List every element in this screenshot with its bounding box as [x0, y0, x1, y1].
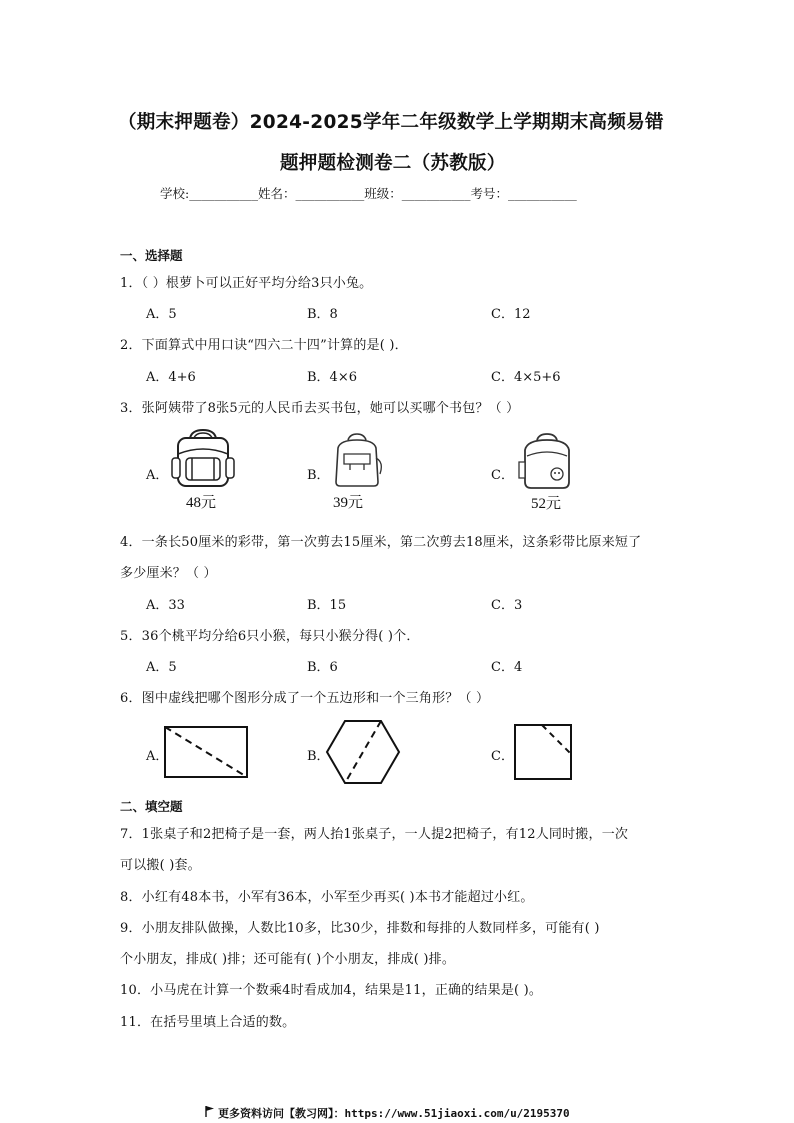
question-4-line1: 4．一条长50厘米的彩带，第一次剪去15厘米，第二次剪去18厘米，这条彩带比原来短了 — [120, 535, 642, 550]
question-8: 8．小红有48本书，小军有36本，小军至少再买( )本书才能超过小红。 — [120, 890, 534, 905]
question-6: 6．图中虚线把哪个图形分成了一个五边形和一个三角形？（ ） — [120, 691, 490, 706]
q2-option-c: C．4×5+6 — [491, 370, 561, 385]
page-title-line2: 题押题检测卷二（苏教版） — [280, 153, 506, 174]
q3-option-b: B． — [307, 468, 330, 483]
backpack-b-icon — [330, 432, 384, 488]
q4-option-a: A．33 — [146, 598, 185, 613]
q5-option-b: B．6 — [307, 660, 338, 675]
backpack-a-icon — [168, 428, 238, 488]
question-11: 11．在括号里填上合适的数。 — [120, 1015, 296, 1030]
page-title-line1: （期末押题卷）2024-2025学年二年级数学上学期期末高频易错 — [118, 112, 664, 133]
q3-option-c: C． — [491, 468, 514, 483]
q5-option-a: A．5 — [146, 660, 177, 675]
q6-option-c: C． — [491, 749, 514, 764]
question-4-line2: 多少厘米？（ ） — [120, 566, 217, 581]
q2-option-b: B．4×6 — [307, 370, 357, 385]
q1-option-a: A．5 — [146, 307, 177, 322]
question-2: 2．下面算式中用口诀“四六二十四”计算的是( )． — [120, 338, 408, 353]
q5-option-c: C．4 — [491, 660, 523, 675]
question-3: 3．张阿姨带了8张5元的人民币去买书包，她可以买哪个书包？（ ） — [120, 401, 520, 416]
q1-option-c: C．12 — [491, 307, 531, 322]
q6-option-b: B． — [307, 749, 330, 764]
q4-option-b: B．15 — [307, 598, 347, 613]
rectangle-dashed-diagonal-shape — [164, 726, 248, 778]
question-5: 5．36个桃平均分给6只小猴，每只小猴分得( )个． — [120, 629, 420, 644]
hexagon-dashed-line-shape — [326, 720, 400, 784]
backpack-c-icon — [517, 432, 577, 490]
question-7-line2: 可以搬( )套。 — [120, 858, 201, 873]
question-7-line1: 7．1张桌子和2把椅子是一套，两人抬1张桌子，一人提2把椅子，有12人同时搬，一次 — [120, 827, 629, 842]
section-heading-choice: 一、选择题 — [120, 248, 183, 263]
section-heading-fill: 二、填空题 — [120, 799, 183, 814]
q1-option-b: B．8 — [307, 307, 338, 322]
price-label-a: 48元 — [186, 495, 217, 511]
question-1: 1．（ ）根萝卜可以正好平均分给3只小兔。 — [120, 276, 373, 291]
student-info-line: 学校:___________姓名：___________班级：___________考号：___________ — [160, 186, 577, 201]
q4-option-c: C．3 — [491, 598, 523, 613]
footer-link[interactable]: 更多资料访问【教习网】：https://www.51jiaoxi.com/u/2195370 — [218, 1107, 570, 1120]
question-9-line1: 9．小朋友排队做操，人数比10多，比30少，排数和每排的人数同样多，可能有( ) — [120, 921, 600, 936]
q2-option-a: A．4+6 — [146, 370, 196, 385]
price-label-b: 39元 — [333, 495, 364, 511]
q6-option-a: A． — [146, 749, 169, 764]
price-label-c: 52元 — [531, 496, 562, 512]
question-9-line2: 个小朋友，排成( )排；还可能有( )个小朋友，排成( )排。 — [120, 952, 456, 967]
flag-icon — [205, 1106, 215, 1117]
square-dashed-corner-shape — [514, 724, 572, 780]
question-10: 10．小马虎在计算一个数乘4时看成加4，结果是11，正确的结果是( )。 — [120, 983, 543, 998]
q3-option-a: A． — [146, 468, 169, 483]
